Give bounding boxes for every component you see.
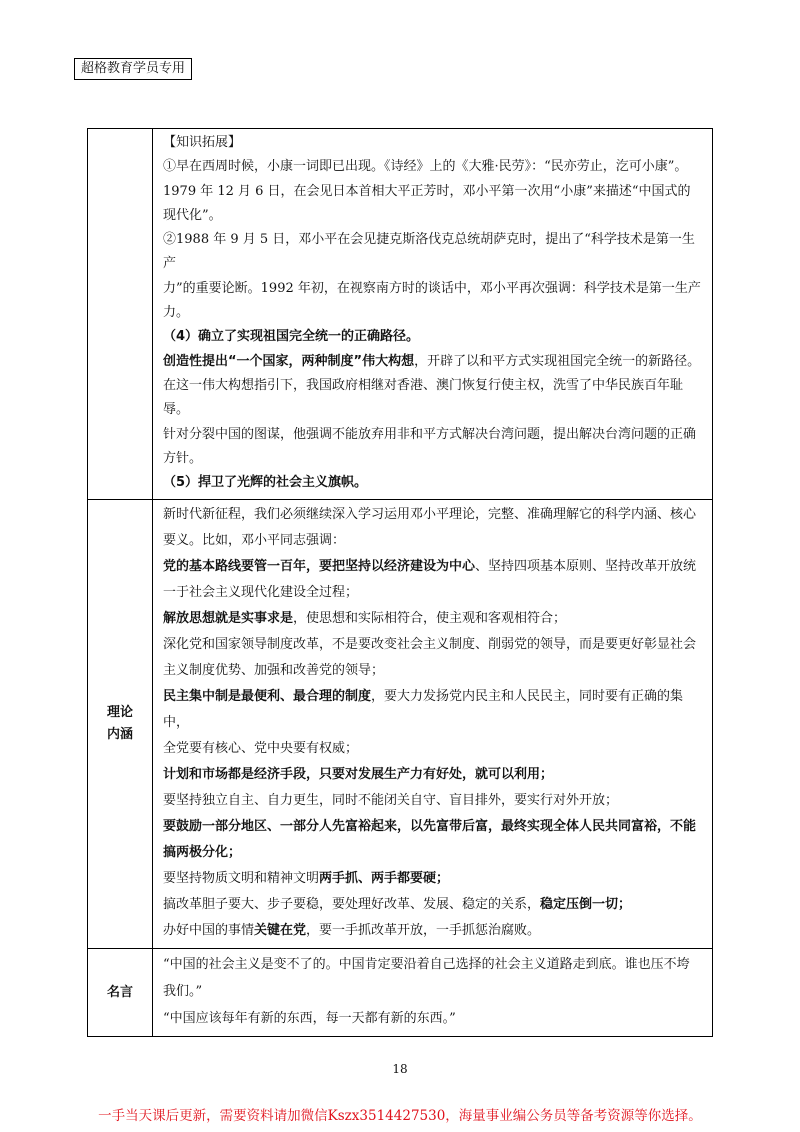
theory-item: 党的基本路线要管一百年，要把坚持以经济建设为中心、坚持四项基本原则、坚持改革开放统 [163, 559, 697, 575]
theory-item: 搞两极分化； [163, 845, 242, 861]
knowledge-paragraph: 在这一伟大构想指引下，我国政府相继对香港、澳门恢复行使主权，洗雪了中华民族百年耻辱。 [163, 377, 684, 418]
theory-item: 搞改革胆子要大、步子要稳，要处理好改革、发展、稳定的关系，稳定压倒一切； [163, 897, 632, 913]
knowledge-content [153, 129, 713, 500]
knowledge-paragraph: ①早在西周时候，小康一词即已出现。《诗经》上的《大雅·民劳》：“民亦劳止，汔可小康”。 [163, 159, 688, 175]
theory-intro: 新时代新征程，我们必须继续深入学习运用邓小平理论，完整、准确理解它的科学内涵、核心 [163, 507, 697, 523]
theory-content [153, 500, 713, 949]
quotes-content [153, 949, 713, 1037]
page-number: 18 [392, 1062, 408, 1076]
knowledge-title: 【知识拓展】 [163, 135, 242, 150]
theory-item: 全党要有核心、党中央要有权威； [163, 741, 359, 757]
theory-item: 计划和市场都是经济手段，只要对发展生产力有好处，就可以利用； [163, 767, 554, 783]
knowledge-row [88, 129, 713, 500]
quote-text: “中国应该每年有新的东西，每一天都有新的东西。” [163, 1011, 456, 1027]
theory-item: 解放思想就是实事求是，使思想和实际相符合，使主观和客观相符合； [163, 611, 567, 627]
quote-text: “中国的社会主义是变不了的。中国肯定要沿着自己选择的社会主义道路走到底。谁也压不垮 [163, 957, 690, 973]
theory-item: 民主集中制是最便利、最合理的制度，要大力发扬党内民主和人民民主，同时要有正确的集中， [163, 689, 684, 731]
theory-item: 要坚持物质文明和精神文明两手抓、两手都要硬； [163, 871, 450, 887]
theory-intro: 要义。比如，邓小平同志强调： [163, 533, 346, 549]
knowledge-paragraph: 1979 年 12 月 6 日，在会见日本首相大平正芳时，邓小平第一次用“小康”来描述“中国式的 [163, 183, 691, 199]
section-heading-5: （5）捍卫了光辉的社会主义旗帜。 [163, 475, 368, 491]
theory-item: 要鼓励一部分地区、一部分人先富裕起来，以先富带后富，最终实现全体人民共同富裕，不能 [163, 819, 697, 835]
theory-item: 要坚持独立自主、自力更生，同时不能闭关自守、盲目排外，要实行对外开放； [163, 793, 619, 809]
section-heading-4: （4）确立了实现祖国完全统一的正确路径。 [163, 329, 420, 345]
theory-item: 主义制度优势、加强和改善党的领导； [163, 663, 385, 679]
quote-text: 我们。” [163, 984, 203, 1000]
knowledge-paragraph: 力”的重要论断。1992 年初，在视察南方时的谈话中，邓小平再次强调：科学技术是第一生产 [163, 280, 701, 296]
theory-item: 一于社会主义现代化建设全过程； [163, 585, 359, 601]
promo-banner: 一手当天课后更新，需要资料请加微信Kszx3514427530，海量事业编公务员等备考资源等你选择。 [98, 1108, 702, 1124]
theory-item: 办好中国的事情关键在党，要一手抓改革开放，一手抓惩治腐败。 [163, 923, 541, 939]
knowledge-paragraph: 创造性提出“一个国家，两种制度”伟大构想，开辟了以和平方式实现祖国完全统一的新路径。 [163, 353, 701, 369]
knowledge-paragraph: 方针。 [163, 450, 203, 466]
theory-row [88, 500, 713, 949]
knowledge-paragraph: 现代化”。 [163, 207, 222, 223]
theory-item: 深化党和国家领导制度改革，不是要改变社会主义制度、削弱党的领导，而是要更好彰显社会 [163, 637, 697, 653]
knowledge-paragraph: 针对分裂中国的图谋，他强调不能放弃用非和平方式解决台湾问题，提出解决台湾问题的正确 [163, 426, 697, 442]
theory-label: 理论 内涵 [88, 500, 153, 949]
brand-label: 超格教育学员专用 [74, 58, 192, 80]
content-table [87, 128, 713, 1037]
knowledge-paragraph: 力。 [163, 305, 190, 321]
quotes-row [88, 949, 713, 1037]
knowledge-paragraph: ②1988 年 9 月 5 日，邓小平在会见捷克斯洛伐克总统胡萨克时，提出了“科学技术是第一生产 [163, 232, 695, 272]
knowledge-label-cell [88, 129, 153, 500]
quotes-label: 名言 [88, 949, 153, 1037]
